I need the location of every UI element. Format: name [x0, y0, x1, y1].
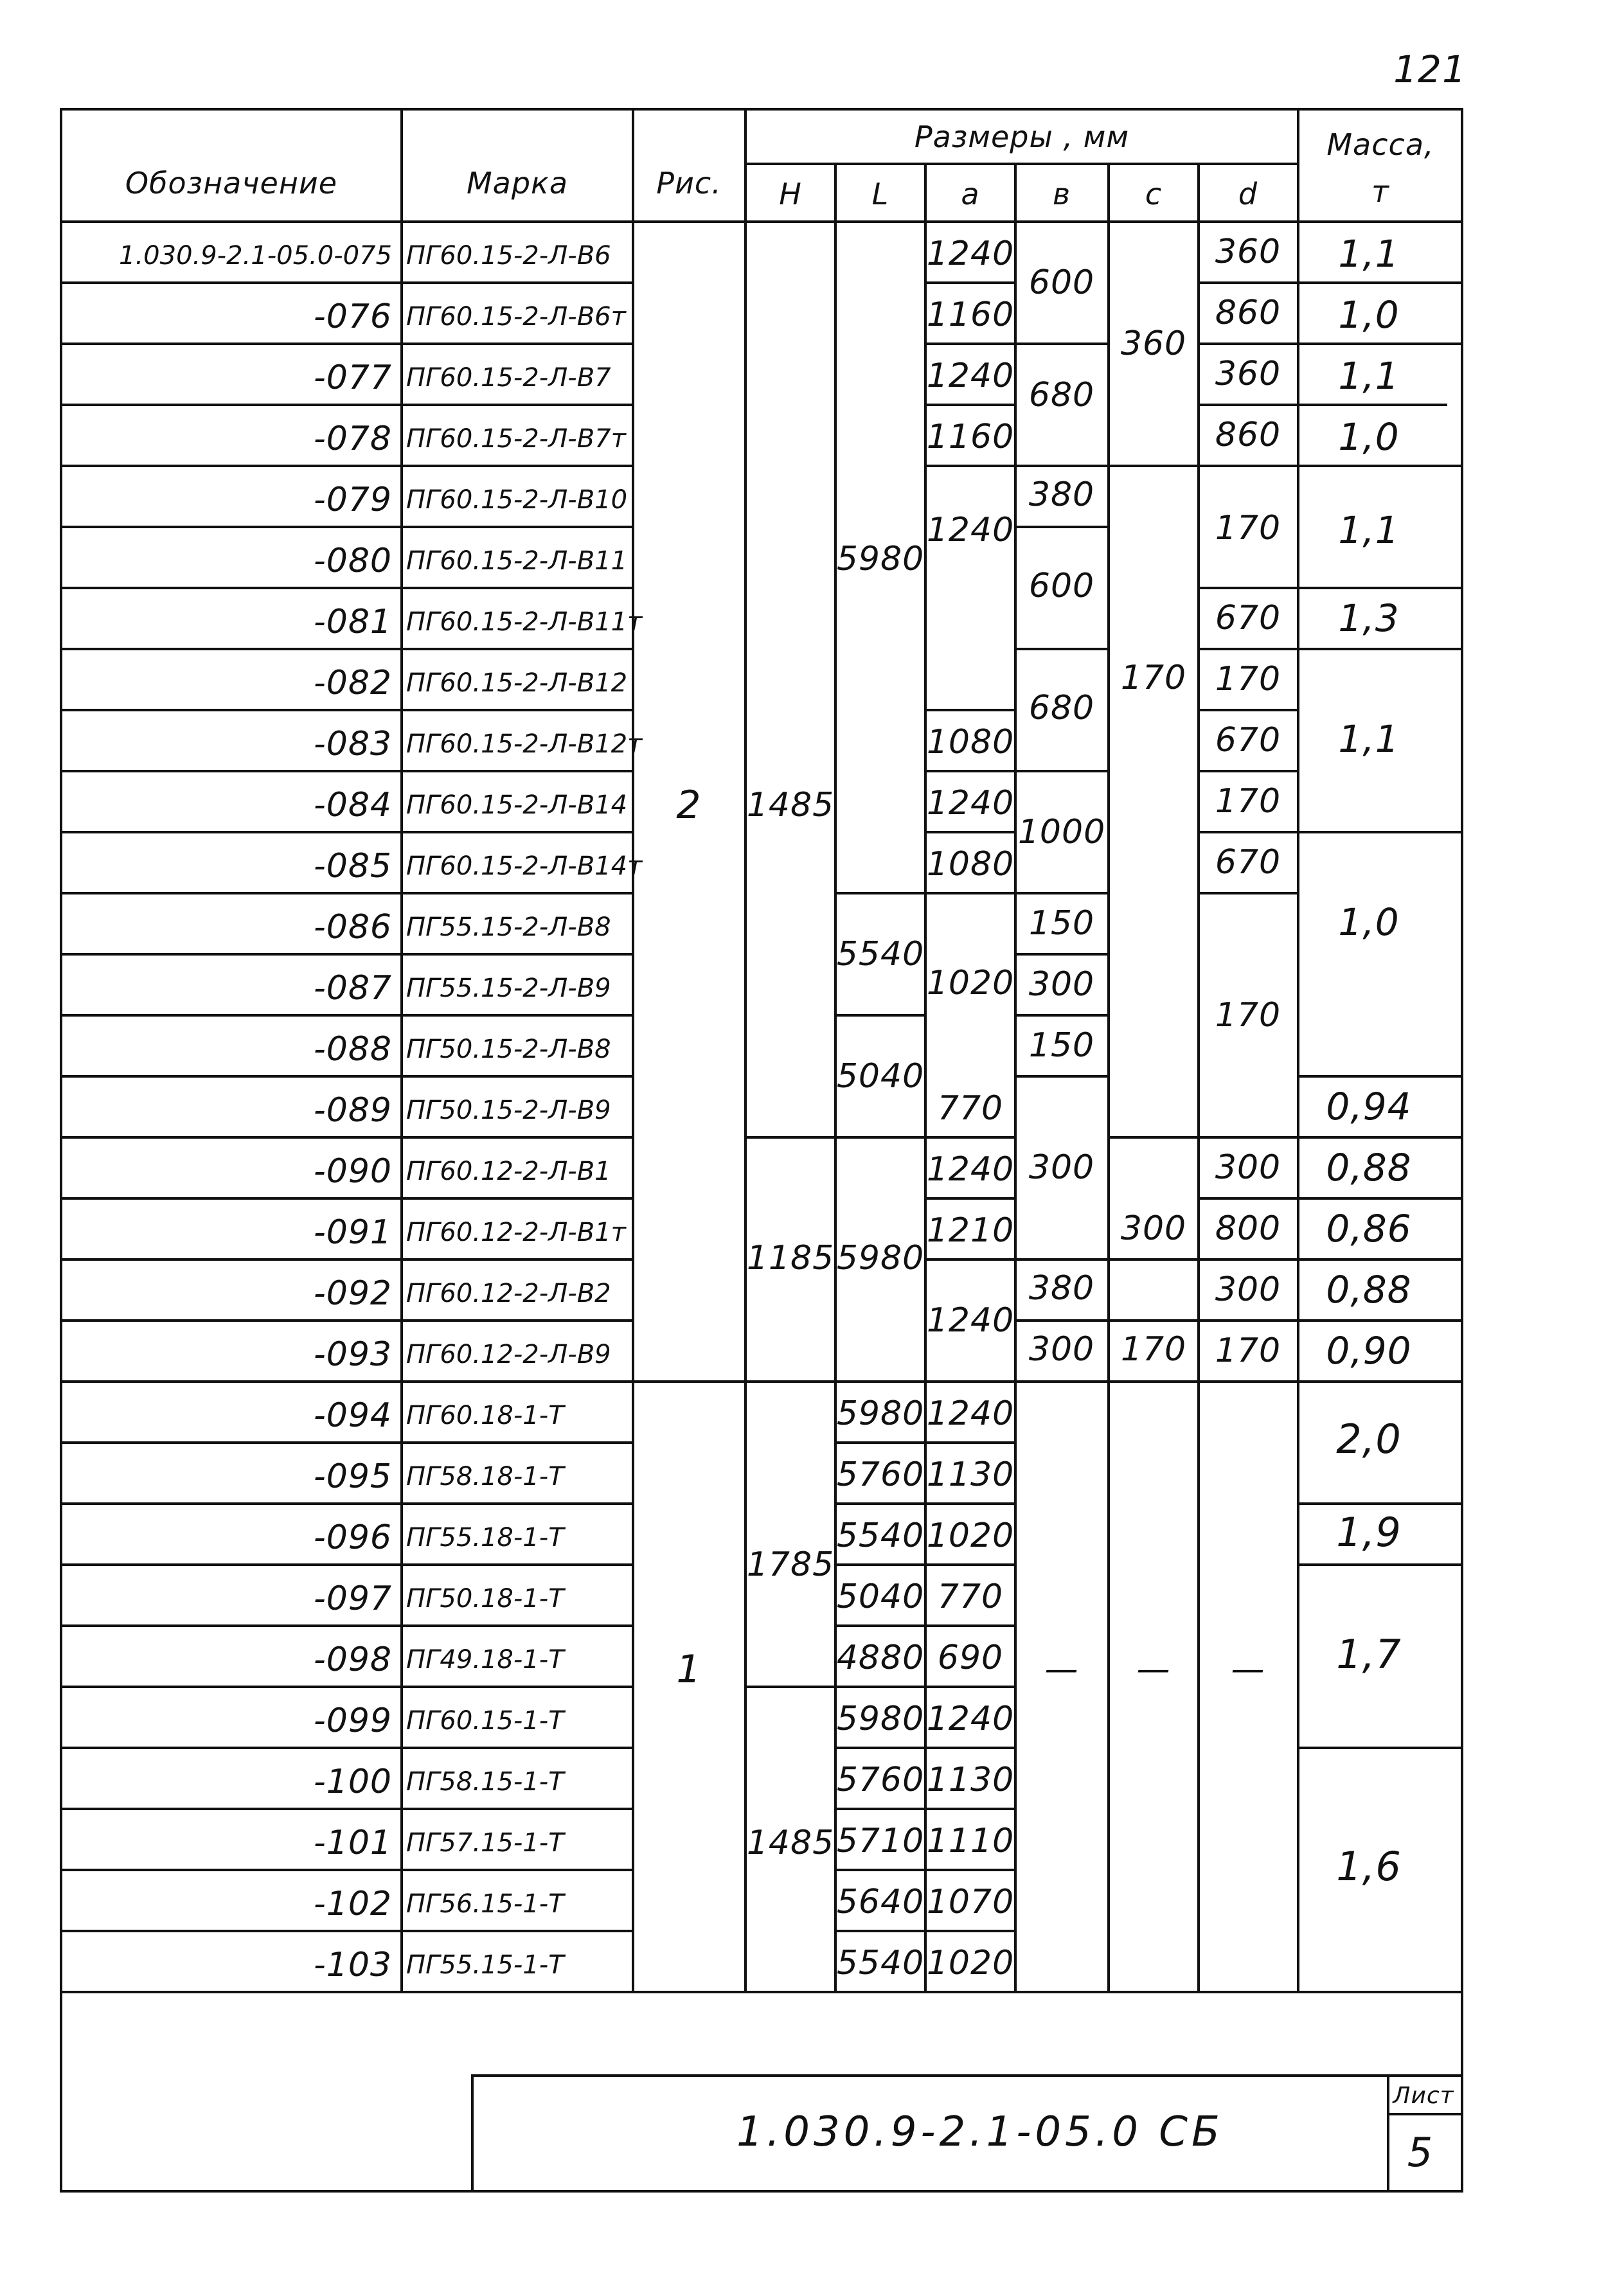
designation-cell: -097	[313, 1579, 392, 1618]
c-cell: 300	[1120, 1209, 1187, 1248]
designation-cell: -091	[313, 1213, 392, 1252]
designation-cell: -078	[313, 420, 392, 458]
mark-cell: ПГ60.15-2-Л-В11	[406, 546, 628, 576]
mass-cell: 1,1	[1338, 508, 1400, 552]
a-cell: 1020	[926, 1517, 1015, 1555]
a-cell: 1130	[926, 1455, 1015, 1494]
mark-cell: ПГ57.15-1-Т	[406, 1828, 564, 1858]
mark-cell: ПГ55.15-2-Л-В8	[406, 912, 611, 942]
l-cell: 4880	[836, 1639, 925, 1677]
a-cell: 1240	[926, 1700, 1015, 1738]
mark-cell: ПГ60.12-2-Л-В9	[406, 1340, 611, 1369]
designation-cell: -087	[313, 969, 392, 1008]
mass-cell: 1,3	[1338, 596, 1400, 640]
d-cell: 170	[1215, 660, 1281, 698]
d-cell: 670	[1215, 599, 1281, 637]
mass-cell: 2,0	[1336, 1416, 1402, 1463]
figure-cell: 1	[676, 1647, 702, 1692]
b-cell: 600	[1028, 567, 1095, 605]
designation-cell: -085	[313, 847, 392, 885]
mark-cell: ПГ60.15-2-Л-В14	[406, 790, 628, 820]
d-cell: 800	[1215, 1209, 1281, 1248]
l-cell: 5540	[836, 1944, 925, 1982]
header-b: в	[1052, 177, 1071, 211]
d-cell: 170	[1215, 509, 1281, 547]
mark-cell: ПГ60.15-2-Л-В10	[406, 485, 628, 515]
designation-cell: -076	[313, 298, 392, 336]
a-cell: 1020	[926, 964, 1015, 1002]
d-cell: 360	[1215, 233, 1281, 271]
designation-cell: -082	[313, 664, 392, 702]
l-cell: 5980	[836, 1394, 925, 1433]
mark-cell: ПГ60.12-2-Л-В1т	[406, 1218, 626, 1247]
b-cell: 150	[1028, 1026, 1095, 1065]
d-cell: 860	[1215, 294, 1281, 332]
b-cell: —	[1044, 1650, 1079, 1689]
mark-cell: ПГ50.15-2-Л-В8	[406, 1035, 611, 1064]
mark-cell: ПГ60.15-2-Л-В6	[406, 241, 611, 271]
a-cell: 690	[937, 1639, 1004, 1677]
designation-cell: -101	[313, 1824, 392, 1862]
designation-cell: -077	[313, 359, 392, 397]
c-cell: 170	[1120, 1330, 1187, 1369]
b-cell: 680	[1028, 376, 1095, 414]
a-cell: 1240	[926, 1394, 1015, 1433]
designation-cell: -099	[313, 1702, 392, 1740]
mass-cell: 1,9	[1336, 1509, 1402, 1556]
c-cell: 360	[1120, 325, 1187, 363]
designation-cell: -084	[313, 786, 392, 824]
mark-cell: ПГ60.12-2-Л-В2	[406, 1279, 611, 1308]
mark-cell: ПГ49.18-1-Т	[406, 1645, 564, 1675]
l-cell: 5540	[836, 1517, 925, 1555]
designation-cell: -096	[313, 1518, 392, 1557]
d-cell: 300	[1215, 1148, 1281, 1187]
mass-cell: 1,7	[1336, 1631, 1402, 1678]
b-cell: 150	[1028, 904, 1095, 943]
a-cell: 1080	[926, 845, 1015, 884]
designation-cell: -081	[313, 603, 392, 641]
a-cell: 1080	[926, 723, 1015, 761]
c-cell: —	[1136, 1650, 1171, 1689]
b-cell: 300	[1028, 965, 1095, 1004]
designation-cell: -102	[313, 1885, 392, 1923]
header-c: c	[1145, 177, 1163, 211]
header-figure: Рис.	[656, 166, 722, 200]
h-cell: 1185	[746, 1239, 835, 1277]
d-cell: 670	[1215, 721, 1281, 760]
mass-cell: 1,0	[1338, 415, 1400, 459]
mass-cell: 1,1	[1338, 354, 1400, 398]
header-designation: Обозначение	[125, 166, 338, 200]
mark-cell: ПГ55.15-2-Л-В9	[406, 974, 611, 1003]
d-cell: 360	[1215, 355, 1281, 393]
designation-cell: -094	[313, 1396, 392, 1435]
a-cell: 1160	[926, 418, 1015, 456]
mass-cell: 0,88	[1326, 1268, 1412, 1312]
l-cell: 5760	[836, 1455, 925, 1494]
a-cell: 1240	[926, 235, 1015, 273]
l-cell: 5980	[836, 540, 925, 578]
header-mass: Масса,	[1326, 127, 1434, 162]
document-code: 1.030.9-2.1-05.0 СБ	[736, 2108, 1224, 2156]
d-cell: 300	[1215, 1270, 1281, 1309]
d-cell: 170	[1215, 782, 1281, 821]
mass-cell: 0,90	[1326, 1329, 1412, 1373]
mark-cell: ПГ55.15-1-Т	[406, 1950, 564, 1980]
l-cell: 5760	[836, 1761, 925, 1799]
d-cell: 170	[1215, 1331, 1281, 1370]
mark-cell: ПГ60.15-2-Л-В7т	[406, 424, 626, 454]
mark-cell: ПГ50.18-1-Т	[406, 1584, 564, 1614]
mark-cell: ПГ60.15-1-Т	[406, 1706, 564, 1736]
b-cell: 1000	[1017, 813, 1106, 851]
mark-cell: ПГ58.18-1-Т	[406, 1462, 564, 1491]
header-a: a	[961, 177, 980, 211]
mark-cell: ПГ58.15-1-Т	[406, 1767, 564, 1797]
d-cell: 670	[1215, 843, 1281, 882]
designation-cell: -088	[313, 1030, 392, 1069]
mark-cell: ПГ60.15-2-Л-В12	[406, 668, 628, 698]
mark-cell: ПГ60.15-2-Л-В7	[406, 363, 611, 393]
designation-cell: -086	[313, 908, 392, 947]
mark-cell: ПГ60.15-2-Л-В11т	[406, 607, 643, 637]
header-mark: Марка	[466, 166, 569, 200]
b-cell: 380	[1028, 1269, 1095, 1308]
designation-cell: -080	[313, 542, 392, 580]
c-cell: 170	[1120, 659, 1187, 697]
d-cell: 170	[1215, 996, 1281, 1035]
l-cell: 5710	[836, 1822, 925, 1860]
header-mass-unit: т	[1371, 174, 1389, 209]
l-cell: 5040	[836, 1578, 925, 1616]
mass-cell: 0,86	[1326, 1207, 1412, 1250]
b-cell: 600	[1028, 263, 1095, 302]
mark-cell: ПГ50.15-2-Л-В9	[406, 1096, 611, 1125]
mark-cell: ПГ55.18-1-Т	[406, 1523, 564, 1553]
designation-cell: -089	[313, 1091, 392, 1130]
header-d: d	[1238, 177, 1258, 211]
b-cell: 380	[1028, 476, 1095, 514]
h-cell: 1785	[746, 1545, 835, 1584]
l-cell: 5980	[836, 1239, 925, 1277]
designation-cell: -079	[313, 481, 392, 519]
mass-cell: 1,6	[1336, 1843, 1402, 1890]
designation-cell: -083	[313, 725, 392, 763]
designation-cell: -103	[313, 1946, 392, 1984]
mark-cell: ПГ60.15-2-Л-В6т	[406, 302, 626, 332]
a-cell: 1160	[926, 296, 1015, 334]
b-cell: 300	[1028, 1148, 1095, 1187]
mass-cell: 1,1	[1338, 232, 1400, 276]
a-cell: 1070	[926, 1883, 1015, 1921]
sheet-label: Лист	[1393, 2083, 1454, 2109]
mark-cell: ПГ60.15-2-Л-В12т	[406, 729, 643, 759]
a-cell: 1240	[926, 1150, 1015, 1189]
designation-cell: -100	[313, 1763, 392, 1801]
a-cell: 1240	[926, 511, 1015, 549]
a-cell: 1130	[926, 1761, 1015, 1799]
a-cell: 1240	[926, 1301, 1015, 1340]
a-cell: 770	[937, 1089, 1004, 1128]
a-cell: 770	[937, 1578, 1004, 1616]
header-dimensions: Размеры , мм	[914, 120, 1130, 154]
mark-cell: ПГ56.15-1-Т	[406, 1889, 564, 1919]
designation-cell: 1.030.9-2.1-05.0-075	[119, 241, 392, 271]
designation-cell: -095	[313, 1457, 392, 1496]
mark-cell: ПГ60.15-2-Л-В14т	[406, 851, 643, 881]
mass-cell: 1,0	[1338, 293, 1400, 337]
b-cell: 300	[1028, 1330, 1095, 1369]
l-cell: 5980	[836, 1700, 925, 1738]
mass-cell: 1,1	[1338, 717, 1400, 761]
designation-cell: -093	[313, 1335, 392, 1374]
a-cell: 1110	[926, 1822, 1015, 1860]
b-cell: 680	[1028, 689, 1095, 727]
h-cell: 1485	[746, 786, 835, 824]
mass-cell: 1,0	[1338, 900, 1400, 944]
figure-cell: 2	[676, 783, 702, 828]
d-cell: —	[1231, 1650, 1265, 1689]
mass-cell: 0,94	[1326, 1085, 1412, 1128]
a-cell: 1020	[926, 1944, 1015, 1982]
sheet-number: 5	[1407, 2129, 1434, 2176]
mark-cell: ПГ60.18-1-Т	[406, 1401, 564, 1430]
designation-cell: -092	[313, 1274, 392, 1313]
mark-cell: ПГ60.12-2-Л-В1	[406, 1157, 611, 1186]
designation-cell: -090	[313, 1152, 392, 1191]
l-cell: 5540	[836, 935, 925, 974]
header-H: H	[779, 177, 802, 211]
a-cell: 1240	[926, 784, 1015, 823]
l-cell: 5040	[836, 1057, 925, 1096]
l-cell: 5640	[836, 1883, 925, 1921]
page-number: 121	[1393, 48, 1467, 91]
designation-cell: -098	[313, 1641, 392, 1679]
a-cell: 1240	[926, 357, 1015, 395]
d-cell: 860	[1215, 416, 1281, 454]
mass-cell: 0,88	[1326, 1146, 1412, 1189]
h-cell: 1485	[746, 1824, 835, 1862]
a-cell: 1210	[926, 1211, 1015, 1250]
header-L: L	[871, 177, 889, 211]
